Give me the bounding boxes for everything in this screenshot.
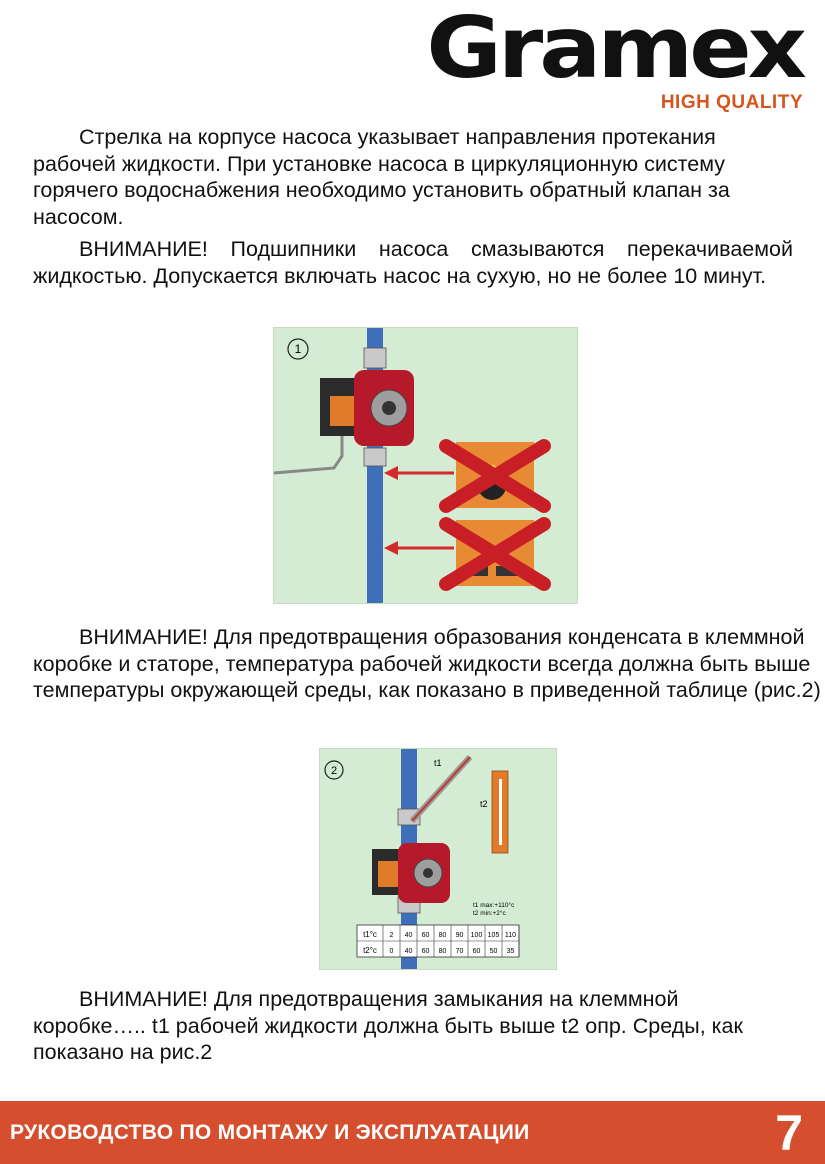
table-cell: 40: [404, 948, 413, 955]
paragraph-bearings-warning: ВНИМАНИЕ! Подшипники насоса смазываются перекачиваемой жидкостью. Допускается включать насос на сухую, но не более 10 минут.: [33, 237, 793, 288]
label-t1: t1: [434, 758, 442, 768]
table-row1-label: t1°c: [363, 930, 377, 939]
logo-tagline: HIGH QUALITY: [660, 92, 803, 113]
figure-1-dry-run: [273, 327, 578, 604]
table-cell: 60: [421, 932, 430, 939]
page-number: 7: [775, 1105, 803, 1161]
table-row2-label: t2°c: [363, 946, 377, 955]
table-cell: 110: [504, 932, 517, 939]
logo-wordmark: Gramex: [426, 0, 803, 98]
table-cell: 60: [472, 948, 481, 955]
table-cell: 50: [489, 948, 498, 955]
table-cell: 90: [455, 932, 464, 939]
table-cell: 70: [455, 948, 464, 955]
table-cell: 100: [470, 932, 483, 939]
paragraph-condensation-warning: ВНИМАНИЕ! Для предотвращения образования конденсата в клеммной коробке и статоре, температура рабочей жидкости всегда должна быть выше температуры окружающей среды, как показано в приведенной таблице (рис.2): [33, 625, 821, 702]
table-cell: 2: [389, 932, 394, 939]
table-cell: 0: [389, 948, 394, 955]
footer-title: РУКОВОДСТВО ПО МОНТАЖУ И ЭКСПЛУАТАЦИИ: [10, 1121, 530, 1144]
paragraph-arrow-direction: Стрелка на корпусе насоса указывает направления протекания рабочей жидкости. При установке насоса в циркуляционную систему горячего водоснабжения необходимо установить обратный клапан за насосом.: [33, 125, 730, 229]
table-cell: 60: [421, 948, 430, 955]
figure-2-temperature: [319, 748, 557, 970]
table-cell: 105: [487, 932, 500, 939]
table-cell: 80: [438, 932, 447, 939]
table-cell: 80: [438, 948, 447, 955]
note-t2-min: t2 min:+2°c: [473, 910, 506, 917]
note-t1-max: t1 max:+110°c: [473, 902, 515, 909]
footer-bar: [0, 1101, 825, 1164]
table-cell: 40: [404, 932, 413, 939]
figure-1-number: 1: [294, 342, 302, 356]
paragraph-short-circuit-warning: ВНИМАНИЕ! Для предотвращения замыкания на клеммной коробке….. t1 рабочей жидкости должна быть выше t2 опр. Среды, как показано на рис.2: [33, 987, 743, 1064]
table-cell: 35: [506, 948, 515, 955]
label-t2: t2: [480, 799, 488, 809]
brand-logo: [426, 0, 803, 114]
figure-2-number: 2: [330, 765, 338, 777]
